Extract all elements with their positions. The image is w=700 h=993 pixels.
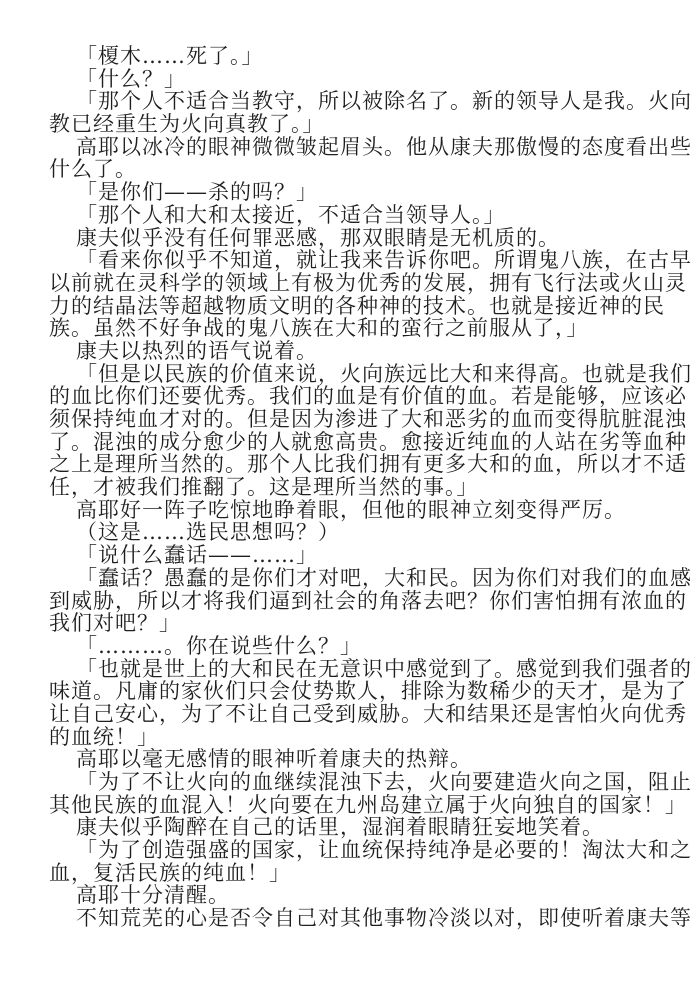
text-line: 康夫似乎陶醉在自己的话里，湿润着眼睛狂妄地笑着。 bbox=[76, 815, 604, 840]
text-line: 「蠢话？愚蠢的是你们才对吧，大和民。因为你们对我们的血感 bbox=[76, 565, 692, 590]
text-line: 不知荒芜的心是否令自己对其他事物冷淡以对，即使听着康夫等 bbox=[76, 906, 692, 931]
text-line: 了。混浊的成分愈少的人就愈高贵。愈接近纯血的人站在劣等血种 bbox=[49, 429, 687, 454]
text-line: 的血比你们还要优秀。我们的血是有价值的血。若是能够，应该必 bbox=[49, 384, 687, 409]
text-line: 高耶十分清醒。 bbox=[76, 883, 230, 908]
text-line: 高耶好一阵子吃惊地睁着眼，但他的眼神立刻变得严厉。 bbox=[76, 497, 626, 522]
text-line: 血，复活民族的纯血！」 bbox=[49, 860, 291, 885]
text-line: 之上是理所当然的。那个人比我们拥有更多大和的血，所以才不适 bbox=[49, 452, 687, 477]
text-line: （这是……选民思想吗？） bbox=[76, 520, 340, 545]
text-line: 教已经重生为火向真教了。」 bbox=[49, 112, 325, 137]
text-line: 「那个人和大和太接近，不适合当领导人。」 bbox=[76, 202, 506, 227]
text-line: 须保持纯血才对的。但是因为渗进了大和恶劣的血而变得肮脏混浊 bbox=[49, 407, 687, 431]
text-line: 族。虽然不好争战的鬼八族在大和的蛮行之前服从了，」 bbox=[49, 316, 589, 341]
text-line: 味道。凡庸的家伙们只会仗势欺人，排除为数稀少的天才，是为了 bbox=[49, 679, 687, 704]
text-line: 「说什么蠢话——……」 bbox=[76, 543, 318, 568]
text-line: 「是你们——杀的吗？」 bbox=[76, 180, 318, 205]
text-line: 康夫似乎没有任何罪恶感，那双眼睛是无机质的。 bbox=[76, 225, 560, 250]
text-line: 高耶以冰冷的眼神微微皱起眉头。他从康夫那傲慢的态度看出些 bbox=[76, 134, 692, 159]
text-line: 「什么？」 bbox=[76, 66, 186, 91]
novel-text-block bbox=[49, 44, 692, 931]
text-line: 「………。你在说些什么？」 bbox=[76, 633, 362, 658]
text-line: 「为了创造强盛的国家，让血统保持纯净是必要的！淘汰大和之 bbox=[76, 838, 692, 863]
text-line: 康夫以热烈的语气说着。 bbox=[76, 338, 318, 363]
text-line: 其他民族的血混入！火向要在九州岛建立属于火向独自的国家！」 bbox=[49, 792, 687, 817]
text-line: 力的结晶法等超越物质文明的各种神的技术。也就是接近神的民 bbox=[49, 293, 665, 318]
text-line: 「但是以民族的价值来说，火向族远比大和来得高。也就是我们 bbox=[76, 361, 692, 386]
text-line: 我们对吧？」 bbox=[49, 611, 181, 636]
text-line: 高耶以毫无感情的眼神听着康夫的热辩。 bbox=[76, 747, 472, 772]
text-line: 「那个人不适合当教守，所以被除名了。新的领导人是我。火向 bbox=[76, 89, 692, 114]
text-line: 以前就在灵科学的领域上有极为优秀的发展，拥有飞行法或火山灵 bbox=[49, 270, 687, 295]
text-line: 「也就是世上的大和民在无意识中感觉到了。感觉到我们强者的 bbox=[76, 656, 692, 681]
text-line: 让自己安心，为了不让自己受到威胁。大和结果还是害怕火向优秀 bbox=[49, 701, 687, 726]
text-line: 的血统！」 bbox=[49, 724, 159, 749]
text-line: 「看来你似乎不知道，就让我来告诉你吧。所谓鬼八族，在古早 bbox=[76, 248, 692, 273]
text-line: 「为了不让火向的血继续混浊下去，火向要建造火向之国，阻止 bbox=[76, 770, 692, 794]
text-line: 「榎木……死了。」 bbox=[76, 44, 264, 68]
text-line: 任，才被我们推翻了。这是理所当然的事。」 bbox=[49, 475, 479, 500]
text-line: 到威胁，所以才将我们逼到社会的角落去吧？你们害怕拥有浓血的 bbox=[49, 588, 687, 613]
text-line: 什么了。 bbox=[49, 157, 137, 182]
